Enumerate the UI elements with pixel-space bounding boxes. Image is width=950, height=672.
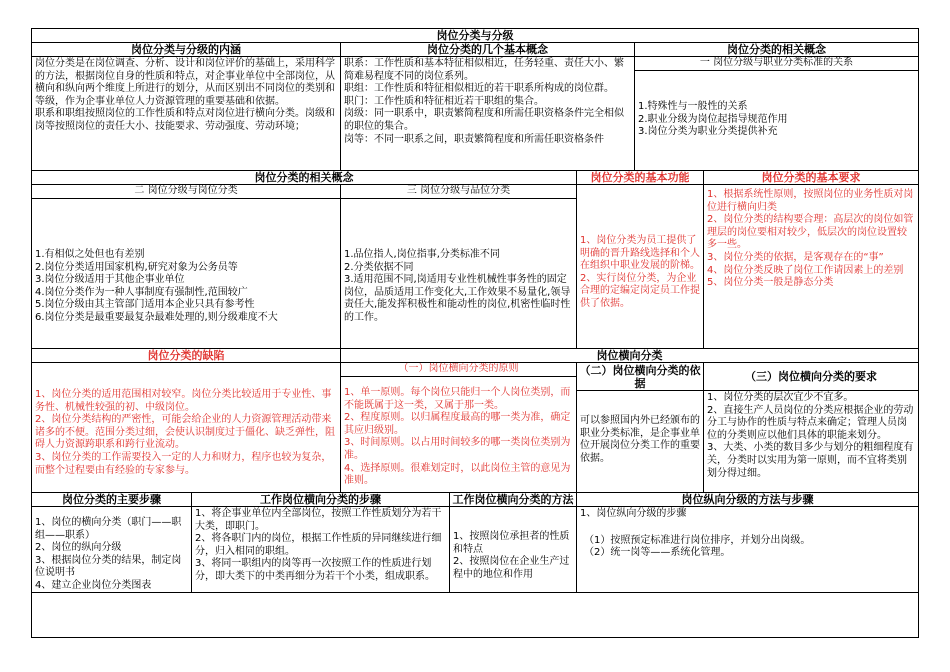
connotation-text: 岗位分类是在岗位调查、分析、设计和岗位评价的基础上，采用科学的方法，根据岗位自身的性质和特点，对企事业单位中全部岗位，从横向和纵向两个维度上所进行的划分，从而区别出不同岗位的类别和等级，作为企事业单位人力资源管理的重要基础和依据。 职系和职组按照岗位的工作性质和特点对岗位进行横向分类。岗级和岗等按照岗位的责任大小、技能要求、劳动强度、劳动环境； <box>32 57 341 171</box>
empty-footer-row <box>32 593 918 637</box>
grading-vs-rank-subheader: 三 岗位分级与品位分类 <box>341 185 577 199</box>
main-steps-text: 1、岗位的横向分类（职门——职组——职系） 2、岗位的纵向分级 3、根据岗位分类的结果，制定岗位说明书 4、建立企业岗位分类图表 <box>32 507 192 593</box>
relation-job-classification-text: 1.特殊性与一般性的关系 2.职业分级为岗位起指导规范作用 3.岗位分类为职业分类提供补充 <box>635 71 918 171</box>
related-concepts-header-2: 岗位分类的相关概念 <box>32 171 577 185</box>
main-steps-header: 岗位分类的主要步骤 <box>32 493 192 507</box>
basic-concepts-header: 岗位分类的几个基本概念 <box>341 43 635 57</box>
basic-functions-header: 岗位分类的基本功能 <box>577 171 704 185</box>
basic-requirements-text: 1、根据系统性原则，按照岗位的业务性质对岗位进行横向归类 2、岗位分类的结构要合理：高层次的岗位如管理层的岗位要相对较少，低层次的岗位设置较多一些。 3、岗位分类的依据，是客观存在的“事” 4、岗位分类反映了岗位工作请因素上的差别 5、岗位分类一般是静态分类 <box>704 185 918 349</box>
basic-requirements-header: 岗位分类的基本要求 <box>704 171 918 185</box>
horizontal-methods-text: 1、按照岗位承担者的性质和特点 2、按照岗位在企业生产过程中的地位和作用 <box>450 507 577 593</box>
grading-vs-classification-text: 1.有相似之处但也有差别 2.岗位分类适用国家机构,研究对象为公务员等 3.岗位分级适用于其他企事业单位 4.岗位分类作为一种人事制度有强制性,范围较广 5.岗位分级由其主管部门适用本企业只具有参考性 6.岗位分类是最重要最复杂最难处理的,则分级难度不大 <box>32 199 341 349</box>
horizontal-basis-header: （二）岗位横向分类的依据 <box>577 363 704 391</box>
horizontal-methods-header: 工作岗位横向分类的方法 <box>450 493 577 507</box>
defects-text: 1、岗位分类的适用范围相对较窄。岗位分类比较适用于专业性、事务性、机械性较强的初、中级岗位。 2、岗位分类结构的严密性，可能会给企业的人力资源管理活动带来诸多的不便。范围分类过细，会使认识制度过于僵化、缺乏弹性，阻碍人力资源跨职系和跨行业流动。 3、岗位分类的工作需要投入一定的人力和财力，程序也较为复杂，而整个过程要由有经验的专家参与。 <box>32 363 341 493</box>
horizontal-basis-text: 可以参照国内外已经颁布的职业分类标准，是企事业单位开展岗位分类工作的重要依据。 <box>577 391 704 493</box>
grading-vs-classification-subheader: 二 岗位分级与岗位分类 <box>32 185 341 199</box>
vertical-steps-list: （1）按照预定标准进行岗位排序，并划分出岗级。 （2）统一岗等——系统化管理。 <box>584 534 811 559</box>
defects-header: 岗位分类的缺陷 <box>32 349 341 363</box>
horizontal-principles-text: 1、单一原则。每个岗位只能归一个人岗位类别，而不能既属于这一类，又属于那一类。 2、程度原则。以归属程度最高的哪一类为准，确定其应归级别。 3、时间原则。以占用时间较多的哪一类岗位类别为准。 4、选择原则。很难划定时，以此岗位主管的意见为准则。 <box>341 377 577 493</box>
related-concepts-header: 岗位分类的相关概念 <box>635 43 918 57</box>
horizontal-principles-header: （一）岗位横向分类的原则 <box>341 363 577 377</box>
grading-vs-rank-text: 1.品位指人,岗位指事,分类标准不同 2.分类依据不同 3.适用范围不同,岗适用专业性机械性事务性的固定岗位，品质适用工作变化大,工作效果不易量化,领导责任大,能发挥积极性和能动性的岗位,机密性临时性的工作。 <box>341 199 577 349</box>
sheet-title: 岗位分类与分级 <box>32 29 918 43</box>
vertical-steps-title: 1、岗位纵向分级的步骤 <box>580 508 687 519</box>
vertical-methods-header: 岗位纵向分级的方法与步骤 <box>577 493 918 507</box>
horizontal-steps-header: 工作岗位横向分类的步骤 <box>192 493 450 507</box>
basic-concepts-text: 职系：工作性质和基本特征相似相近，任务轻重、责任大小、繁简难易程度不同的岗位系列。 职组：工作性质和特征相似相近的若干职系所构成的岗位群。 职门：工作性质和特征相近若干职组的集合。 岗级：同一职系中，职责繁简程度和所需任职资格条件完全相似的职位的集合。 岗等：不同一职系之间，职责繁简程度和所需任职资格条件 <box>341 57 635 171</box>
classification-sheet <box>31 28 919 638</box>
relation-job-classification-subheader: 一 岗位分级与职业分类标准的关系 <box>635 57 918 71</box>
vertical-methods-text <box>577 507 918 593</box>
horizontal-steps-text: 1、将企事业单位内全部岗位，按照工作性质划分为若干大类，即职门。 2、将各职门内的岗位，根据工作性质的异同继续进行细分，归入相同的职组。 3、将同一职组内的岗等再一次按照工作的性质进行划分，即大类下的中类再细分为若干个小类，组成职系。 <box>192 507 450 593</box>
horizontal-requirements-text: 1、岗位分类的层次宜少不宜多。 2、直接生产人员岗位的分类应根据企业的劳动分工与协作的性质与特点来确定；管理人员岗位的分类则应以他们具体的职能来划分。 3、大类、小类的数目多少与划分的粗细程度有关，分类时以实用为第一原则，而不宜将类别划分得过细。 <box>704 391 918 493</box>
connotation-header: 岗位分类与分级的内涵 <box>32 43 341 57</box>
basic-functions-text: 1、岗位分类为员工提供了明确的晋升路线选择和个人在组织中职业发展的阶梯。 2、实行岗位分类，为企业合理的定编定岗定员工作提供了依据。 <box>577 185 704 349</box>
horizontal-requirements-header: （三）岗位横向分类的要求 <box>704 363 918 391</box>
horizontal-classification-header: 岗位横向分类 <box>341 349 918 363</box>
